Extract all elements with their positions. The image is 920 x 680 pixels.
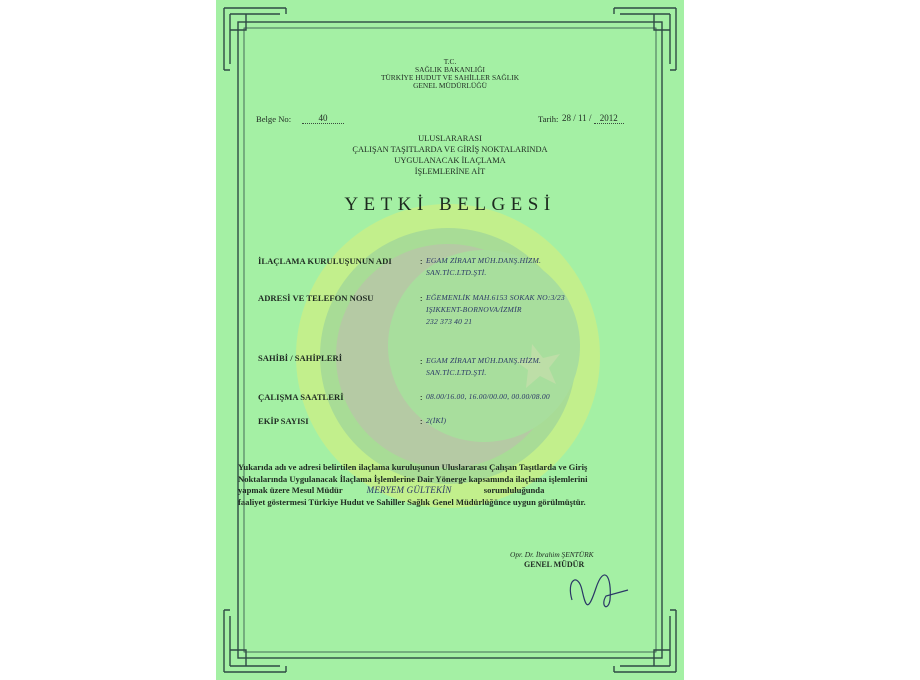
team-label: EKİP SAYISI [258,416,309,426]
address-phone: 232 373 40 21 [426,317,473,326]
hours-label: ÇALIŞMA SAATLERİ [258,392,344,402]
header-ministry: SAĞLIK BAKANLIĞI [415,65,485,74]
paragraph-line-3-end: sorumluluğunda [483,485,545,496]
signatory-name: Opr. Dr. İbrahim ŞENTÜRK [510,550,594,559]
team-value: 2(İKİ) [426,416,447,425]
certificate-border [216,0,684,680]
paragraph-line-4: faaliyet göstermesi Türkiye Hudut ve Sahiller Sağlık Genel Müdürlüğünce uygun görülmüştür. [238,496,586,507]
subject-line-4: İŞLEMLERİNE AİT [414,167,486,176]
company-line-2: SAN.TİC.LTD.ŞTİ. [426,268,487,277]
owner-label: SAHİBİ / SAHİPLERİ [258,353,343,363]
team-colon: : [420,416,423,426]
date-day: 28 [562,113,571,123]
company-colon: : [420,256,423,266]
document-number-value: 40 [302,113,344,124]
company-line-1: EGAM ZİRAAT MÜH.DANŞ.HİZM. [426,256,542,265]
signatory-title: GENEL MÜDÜR [524,560,585,569]
hours-colon: : [420,392,423,402]
subject-line-1: ULUSLARARASI [418,134,482,143]
header-tc: T.C. [443,57,457,66]
hours-value: 08.00/16.00, 16.00/00.00, 00.00/08.00 [426,392,550,401]
certificate-title: YETKİ BELGESİ [344,194,556,215]
address-line-1: EĞEMENLİK MAH.6153 SOKAK NO:3/23 [426,293,565,302]
owner-colon: : [420,356,423,366]
owner-line-1: EGAM ZİRAAT MÜH.DANŞ.HİZM. [426,356,542,365]
date-label: Tarih: [538,114,559,124]
paragraph-line-3-start: yapmak üzere Mesul Müdür [238,485,343,496]
subject-line-2: ÇALIŞAN TAŞITLARDA VE GİRİŞ NOKTALARINDA [352,145,548,154]
subject-line-3: UYGULANACAK İLAÇLAMA [394,156,506,165]
manager-name: MERYEM GÜLTEKİN [366,485,452,496]
header-directorate: GENEL MÜDÜRLÜĞÜ [413,81,487,90]
certificate-paper [216,0,684,680]
header-authority: TÜRKİYE HUDUT VE SAHİLLER SAĞLIK [380,73,520,82]
paragraph-line-3 [238,485,668,497]
owner-line-2: SAN.TİC.LTD.ŞTİ. [426,368,487,377]
date-year: 2012 [594,113,624,124]
address-label: ADRESİ VE TELEFON NOSU [258,293,374,303]
paragraph-line-2: Noktalarında Uygulanacak İlaçlama İşlemlerine Dair Yönerge kapsamında ilaçlama işlemlerini [238,473,588,484]
date-month: 11 [578,113,587,123]
authorization-paragraph [238,462,668,508]
document-number-label: Belge No: [256,114,292,124]
paragraph-line-1: Yukarıda adı ve adresi belirtilen ilaçlama kuruluşunun Uluslararası Çalışan Taşıtlarda ve Giriş [238,462,588,472]
signature-scribble [570,575,628,607]
address-colon: : [420,293,423,303]
address-line-2: IŞIKKENT-BORNOVA/İZMİR [426,305,522,314]
company-label: İLAÇLAMA KURULUŞUNUN ADI [258,256,392,266]
date-value: 28 / 11 / 2012 [562,113,624,123]
